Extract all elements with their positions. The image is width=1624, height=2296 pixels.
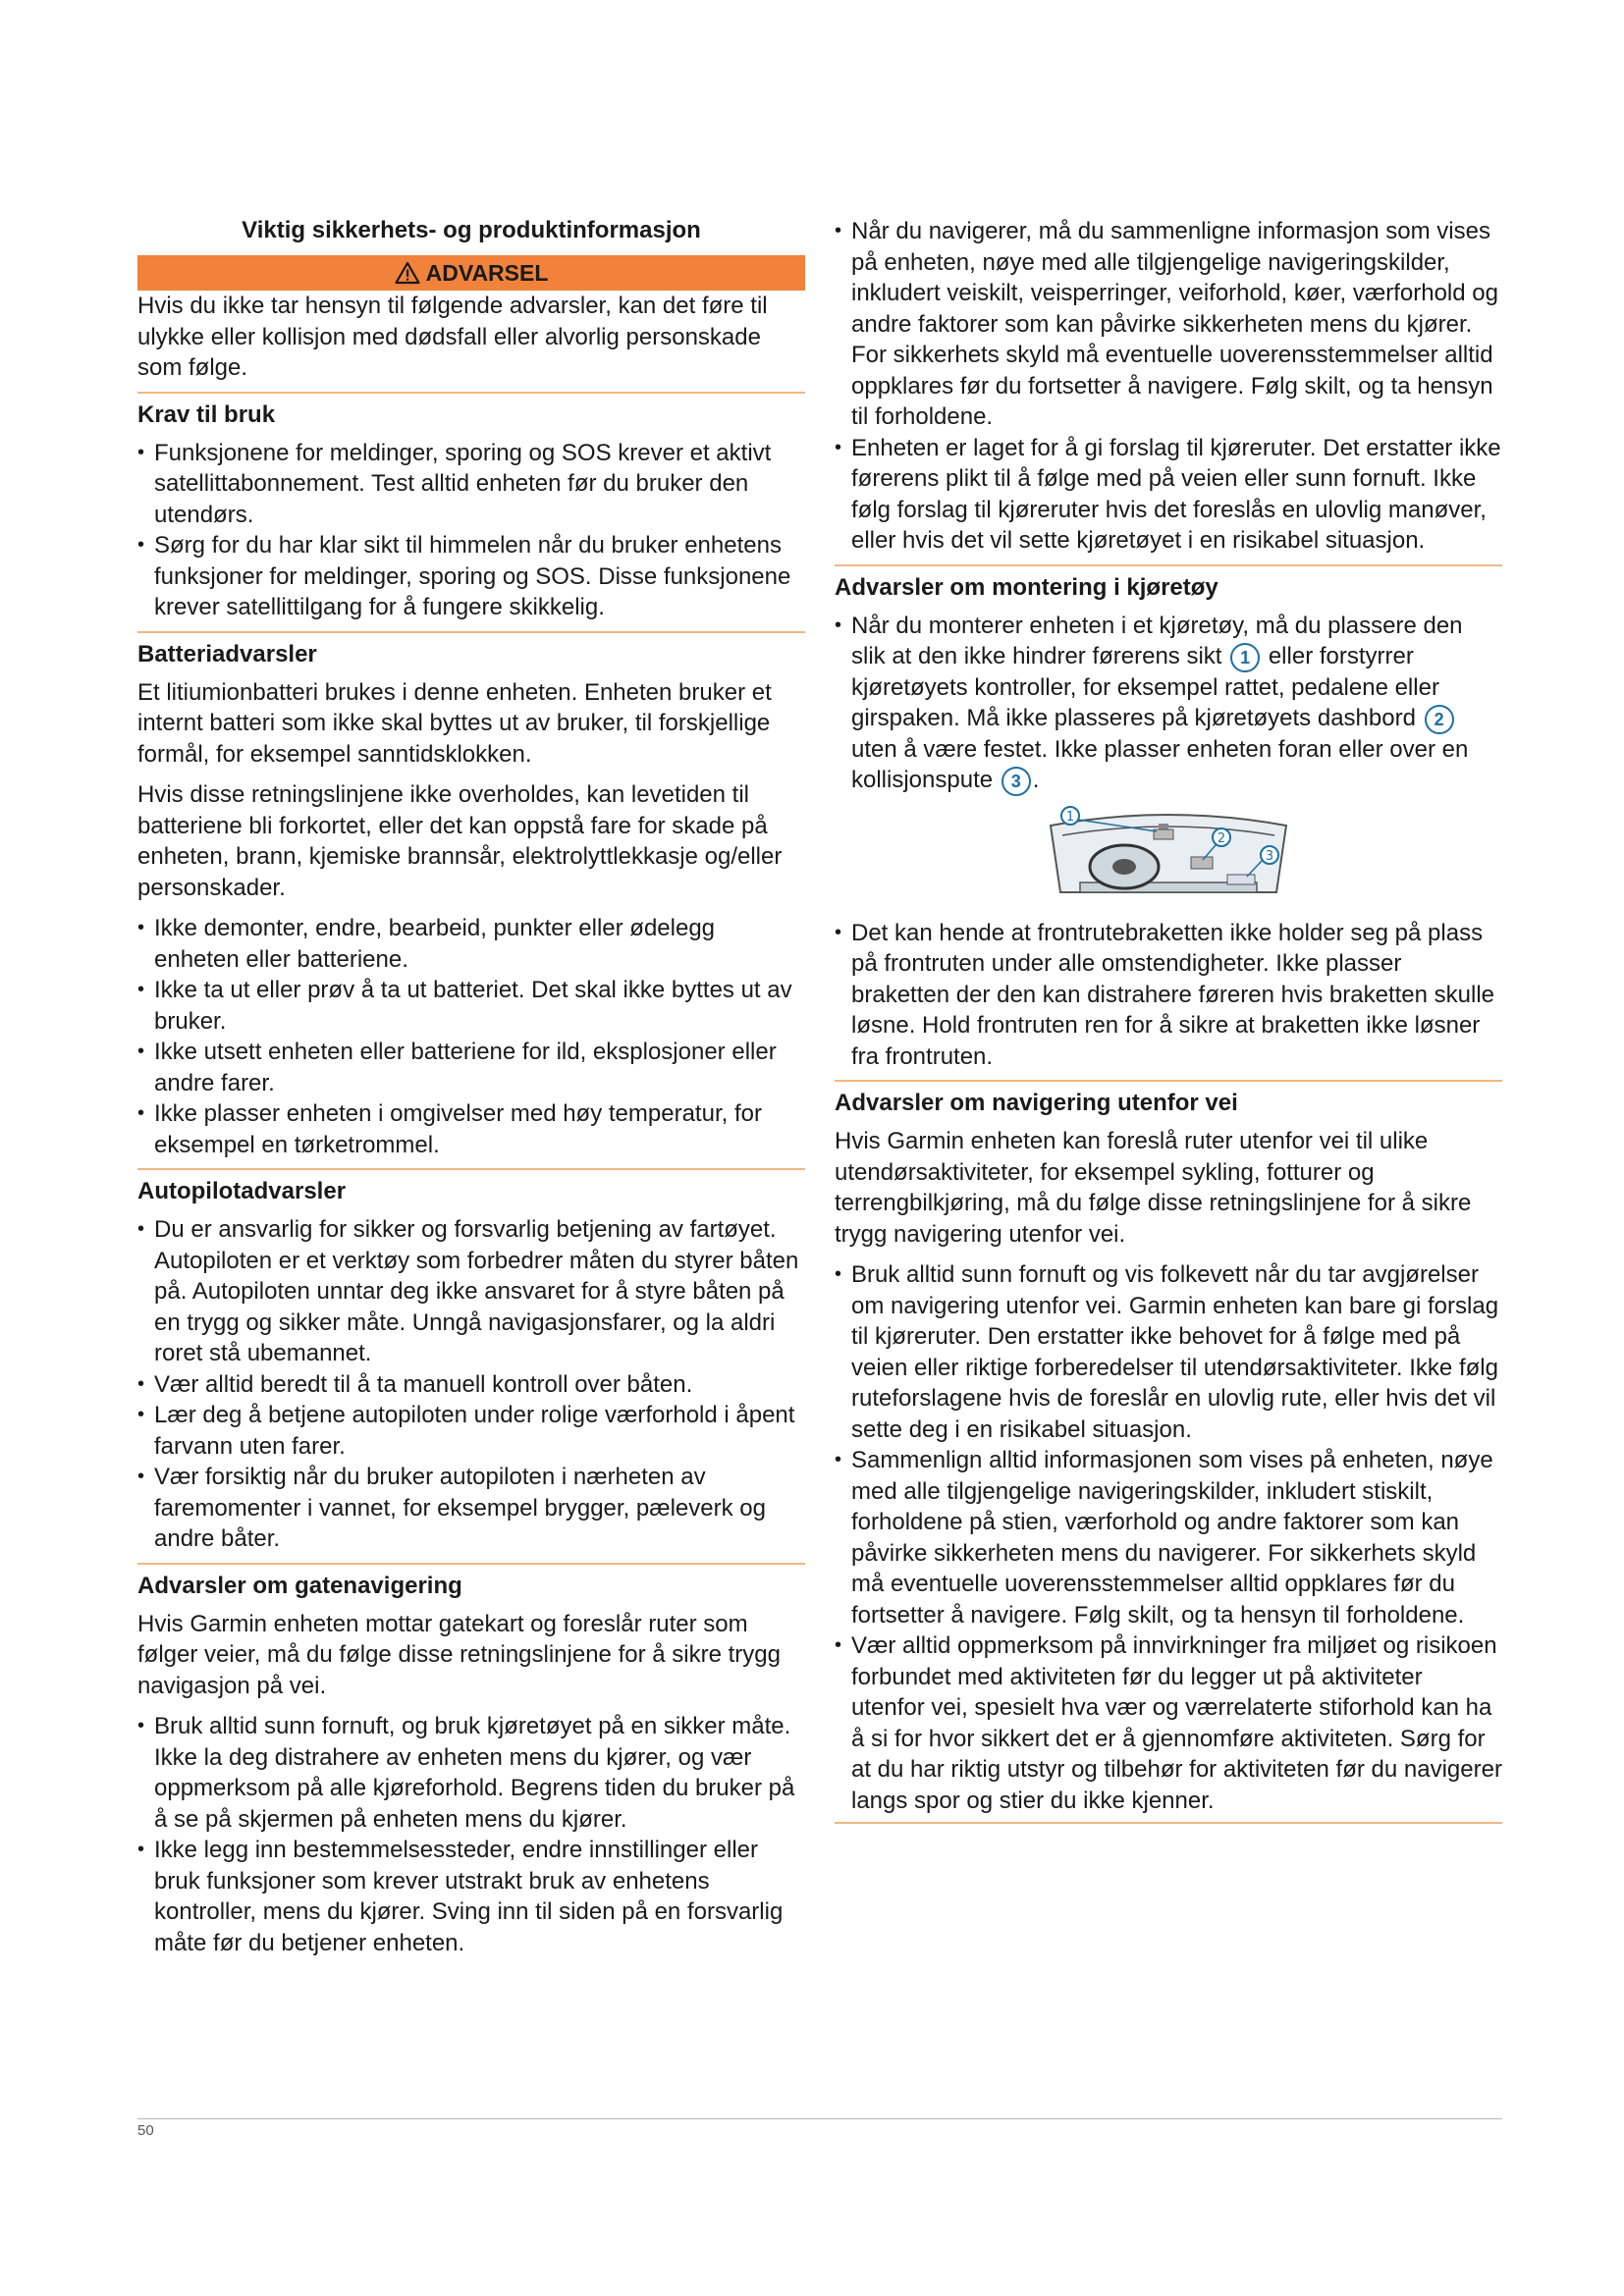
gate-list-continued — [835, 216, 1502, 557]
list-item: • Ikke plasser enheten i omgivelser med høy temperatur, for eksempel en tørketrommel. — [137, 1098, 805, 1160]
section-heading-krav: Krav til bruk — [137, 400, 276, 428]
figure-label-3: 3 — [1265, 848, 1274, 864]
section-heading-montering: Advarsler om montering i kjøretøy — [835, 573, 1218, 601]
warning-banner — [137, 255, 805, 291]
divider — [137, 631, 805, 633]
warning-label: ADVARSEL — [425, 260, 549, 286]
list-item — [835, 611, 1502, 796]
list-item: • Ikke utsett enheten eller batteriene for ild, eksplosjoner eller andre farer. — [137, 1037, 805, 1098]
list-item: • Enheten er laget for å gi forslag til kjøreruter. Det erstatter ikke førerens plikt til å følge med på veien eller sunn fornuft. Ikke følg forslag til kjøreruter hvis det foreslås en ulovlig manøver, eller hvis det vil sette kjøretøyet i en risikabel situasjon. — [835, 433, 1502, 557]
right-column — [835, 216, 1502, 1824]
offroad-intro: Hvis Garmin enheten kan foreslå ruter utenfor vei til ulike utendørsaktiviteter, for eksempel sykling, fotturer og terrengbilkjøring, må du følge disse retningslinjene for å sikre trygg navigering utenfor vei. — [835, 1128, 1472, 1248]
list-item: • Vær alltid beredt til å ta manuell kontroll over båten. — [137, 1369, 805, 1401]
divider — [137, 392, 805, 394]
page-number: 50 — [137, 2122, 154, 2139]
list-item: • Vær forsiktig når du bruker autopiloten i nærheten av faremomenter i vannet, for eksempel brygger, pæleverk og andre båter. — [137, 1462, 805, 1555]
dashboard-figure — [835, 806, 1502, 904]
list-item: • Når du navigerer, må du sammenligne informasjon som vises på enheten, nøye med alle tilgjengelige navigeringskilder, inkludert veiskilt, veisperringer, veiforhold, køer, værforhold og andre faktorer som kan påvirke sikkerheten mens du kjører. For sikkerhets skyld må eventuelle uoverensstemmelser alltid oppklares før du fortsetter å navigere. Følg skilt, og ta hensyn til forholdene. — [835, 216, 1502, 433]
montering-list-2 — [835, 918, 1502, 1073]
left-column — [137, 216, 805, 1958]
divider — [835, 1822, 1502, 1824]
list-item: • Sørg for du har klar sikt til himmelen når du bruker enhetens funksjoner for meldinger, sporing og SOS. Disse funksjonene krever satellittilgang for å fungere skikkelig. — [137, 530, 805, 623]
page-title: Viktig sikkerhets- og produktinformasjon — [242, 217, 701, 243]
list-item: • Du er ansvarlig for sikker og forsvarlig betjening av fartøyet. Autopiloten er et verktøy som forbedrer måten du styrer båten på. Autopiloten unntar deg ikke ansvaret for å styre båten på en trygg og sikker måte. Unngå navigasjonsfarer, og la aldri roret stå ubemannet. — [137, 1214, 805, 1369]
autopilot-list — [137, 1214, 805, 1555]
montering-text-b: eller forstyrrer kjøretøyets kontroller, for eksempel rattet, pedalene eller girspaken. Må ikke plasseres på kjøretøyets dashbord — [851, 643, 1439, 732]
list-item: • Ikke legg inn bestemmelsessteder, endre innstillinger eller bruk funksjoner som krever utstrakt bruk av enhetens kontroller, mens du kjører. Sving inn til siden på en forsvarlig måte før du betjener enheten. — [137, 1835, 805, 1958]
montering-text-a: Når du monterer enheten i et kjøretøy, må du plassere den slik at den ikke hindrer førerens sikt — [851, 612, 1463, 669]
list-item: • Vær alltid oppmerksom på innvirkninger fra miljøet og risikoen forbundet med aktiviteten før du legger ut på aktiviteter utenfor vei, spesielt hva vær og værrelaterte stiforhold kan ha å si for hvor sikkert det er å gjennomføre aktiviteten. Sørg for at du har riktig utstyr og tilbehør for aktiviteten før du navigerer langs spor og stier du ikke kjenner. — [835, 1630, 1502, 1816]
list-item: • Bruk alltid sunn fornuft og vis folkevett når du tar avgjørelser om navigering utenfor vei. Garmin enheten kan bare gi forslag til kjøreruter. Den erstatter ikke behovet for å følge med på veien eller riktige forberedelser til utendørsaktiviteter. Ikke følg ruteforslagene hvis de foreslår en ulovlig rute, eller hvis det vil sette deg i en risikabel situasjon. — [835, 1259, 1502, 1445]
list-item: • Bruk alltid sunn fornuft, og bruk kjøretøyet på en sikker måte. Ikke la deg distrahere av enheten mens du kjører, og vær oppmerksom på alle kjøreforhold. Begrens tiden du bruker på å se på skjermen på enheten mens du kjører. — [137, 1711, 805, 1835]
divider — [835, 564, 1502, 566]
offroad-list — [835, 1259, 1502, 1816]
callout-2: 2 — [1425, 705, 1454, 734]
dashboard-illustration — [1041, 806, 1296, 904]
figure-label-1: 1 — [1065, 809, 1075, 825]
krav-list — [137, 438, 805, 623]
divider — [137, 1168, 805, 1170]
callout-1: 1 — [1230, 643, 1260, 672]
batteri-list — [137, 913, 805, 1160]
list-item: • Sammenlign alltid informasjonen som vises på enheten, nøye med alle tilgjengelige navigeringskilder, inkludert stiskilt, forholdene på stien, værforhold og andre faktorer som kan påvirke sikkerheten mens du navigerer. For sikkerhets skyld må eventuelle uoverensstemmelser alltid oppklares før du fortsetter å navigere. Følg skilt, og ta hensyn til forholdene. — [835, 1445, 1502, 1630]
list-item: • Ikke demonter, endre, bearbeid, punkter eller ødelegg enheten eller batteriene. — [137, 913, 805, 975]
montering-list — [835, 611, 1502, 796]
callout-3: 3 — [1001, 767, 1031, 796]
montering-text-d: . — [1032, 767, 1040, 794]
divider — [835, 1080, 1502, 1082]
figure-label-2: 2 — [1217, 830, 1226, 846]
list-item: • Ikke ta ut eller prøv å ta ut batteriet. Det skal ikke byttes ut av bruker. — [137, 975, 805, 1037]
list-item: • Det kan hende at frontrutebraketten ikke holder seg på plass på frontruten under alle omstendigheter. Ikke plasser braketten der den kan distrahere føreren hvis braketten skulle løsne. Hold frontruten ren for å sikre at braketten ikke løsner fra frontruten. — [835, 918, 1502, 1073]
section-heading-gate: Advarsler om gatenavigering — [137, 1572, 462, 1599]
batteri-paragraph-1: Et litiumionbatteri brukes i denne enheten. Enheten bruker et internt batteri som ikke skal byttes ut av bruker, til forskjellige formål, for eksempel sanntidsklokken. — [137, 678, 772, 768]
footer-divider — [137, 2118, 1502, 2119]
section-heading-autopilot: Autopilotadvarsler — [137, 1178, 347, 1204]
section-heading-batteri: Batteriadvarsler — [137, 640, 317, 667]
list-item: • Lær deg å betjene autopiloten under rolige værforhold i åpent farvann uten farer. — [137, 1400, 805, 1462]
warning-triangle-icon — [395, 261, 420, 285]
divider — [137, 1563, 805, 1565]
batteri-paragraph-2: Hvis disse retningslinjene ikke overholdes, kan levetiden til batteriene bli forkortet, eller det kan oppstå fare for skade på enheten, brann, kjemiske brannsår, elektrolyttlekkasje og/eller personskader. — [137, 781, 783, 901]
warning-intro: Hvis du ikke tar hensyn til følgende advarsler, kan det føre til ulykke eller kollisjon med dødsfall eller alvorlig personskade som følge. — [137, 293, 768, 381]
section-heading-offroad: Advarsler om navigering utenfor vei — [835, 1090, 1238, 1117]
list-item: • Funksjonene for meldinger, sporing og SOS krever et aktivt satellittabonnement. Test alltid enheten før du bruker den utendørs. — [137, 438, 805, 531]
montering-text-c: uten å være festet. Ikke plasser enheten foran eller over en kollisjonspute — [851, 735, 1469, 794]
gate-intro: Hvis Garmin enheten mottar gatekart og foreslår ruter som følger veier, må du følge disse retningslinjene for å sikre trygg navigasjon på vei. — [137, 1610, 781, 1699]
gate-list — [137, 1711, 805, 1958]
